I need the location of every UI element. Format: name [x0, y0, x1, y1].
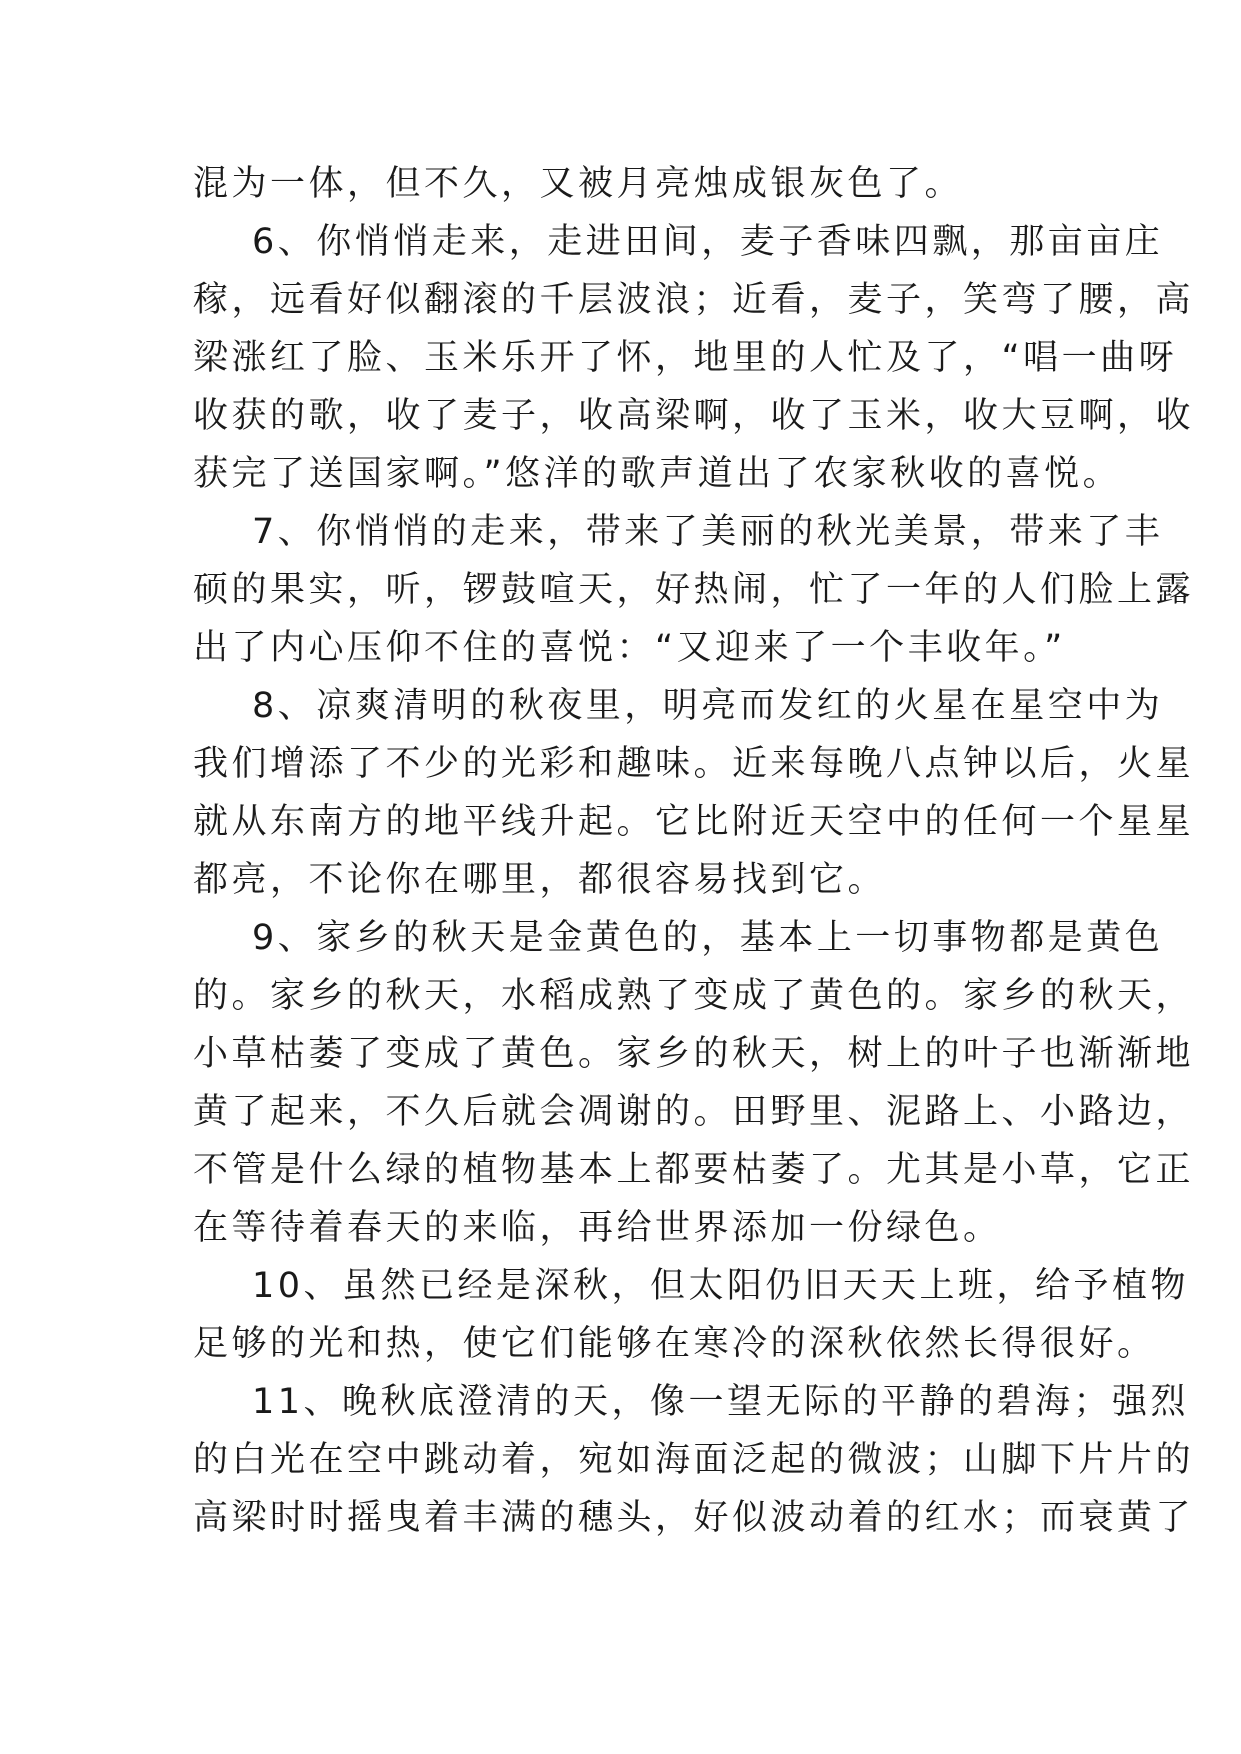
text-line: 收获的歌，收了麦子，收高梁啊，收了玉米，收大豆啊，收 — [193, 396, 1195, 436]
text-line: 都亮，不论你在哪里，都很容易找到它。 — [193, 860, 887, 900]
paragraph-10-first-line: 10、虽然已经是深秋，但太阳仍旧天天上班，给予植物 — [252, 1266, 1190, 1306]
paragraph-7-first-line: 7、你悄悄的走来，带来了美丽的秋光美景，带来了丰 — [252, 512, 1164, 552]
text-line: 不管是什么绿的植物基本上都要枯萎了。尤其是小草，它正 — [193, 1150, 1195, 1190]
text-line: 小草枯萎了变成了黄色。家乡的秋天，树上的叶子也渐渐地 — [193, 1034, 1195, 1074]
text-line: 我们增添了不少的光彩和趣味。近来每晚八点钟以后，火星 — [193, 744, 1195, 784]
text-line: 混为一体，但不久，又被月亮烛成银灰色了。 — [193, 164, 964, 204]
text-line: 的白光在空中跳动着，宛如海面泛起的微波；山脚下片片的 — [193, 1440, 1195, 1480]
text-line: 黄了起来，不久后就会凋谢的。田野里、泥路上、小路边， — [193, 1092, 1195, 1132]
paragraph-8-first-line: 8、凉爽清明的秋夜里，明亮而发红的火星在星空中为 — [252, 686, 1164, 726]
text-line: 高梁时时摇曳着丰满的穗头，好似波动着的红水；而衰黄了 — [193, 1498, 1195, 1538]
text-line: 梁涨红了脸、玉米乐开了怀，地里的人忙及了，“唱一曲呀 — [193, 338, 1178, 378]
text-line: 获完了送国家啊。”悠洋的歌声道出了农家秋收的喜悦。 — [193, 454, 1122, 494]
text-line: 硕的果实，听，锣鼓喧天，好热闹，忙了一年的人们脸上露 — [193, 570, 1195, 610]
paragraph-9-first-line: 9、家乡的秋天是金黄色的，基本上一切事物都是黄色 — [252, 918, 1164, 958]
text-line: 稼，远看好似翻滚的千层波浪；近看，麦子，笑弯了腰，高 — [193, 280, 1195, 320]
text-line: 在等待着春天的来临，再给世界添加一份绿色。 — [193, 1208, 1002, 1248]
text-line: 就从东南方的地平线升起。它比附近天空中的任何一个星星 — [193, 802, 1195, 842]
text-line: 足够的光和热，使它们能够在寒冷的深秋依然长得很好。 — [193, 1324, 1156, 1364]
paragraph-11-first-line: 11、晚秋底澄清的天，像一望无际的平静的碧海；强烈 — [252, 1382, 1190, 1422]
text-line: 的。家乡的秋天，水稻成熟了变成了黄色的。家乡的秋天， — [193, 976, 1195, 1016]
text-line: 出了内心压仰不住的喜悦：“又迎来了一个丰收年。” — [193, 628, 1066, 668]
paragraph-6-first-line: 6、你悄悄走来，走进田间，麦子香味四飘，那亩亩庄 — [252, 222, 1164, 262]
